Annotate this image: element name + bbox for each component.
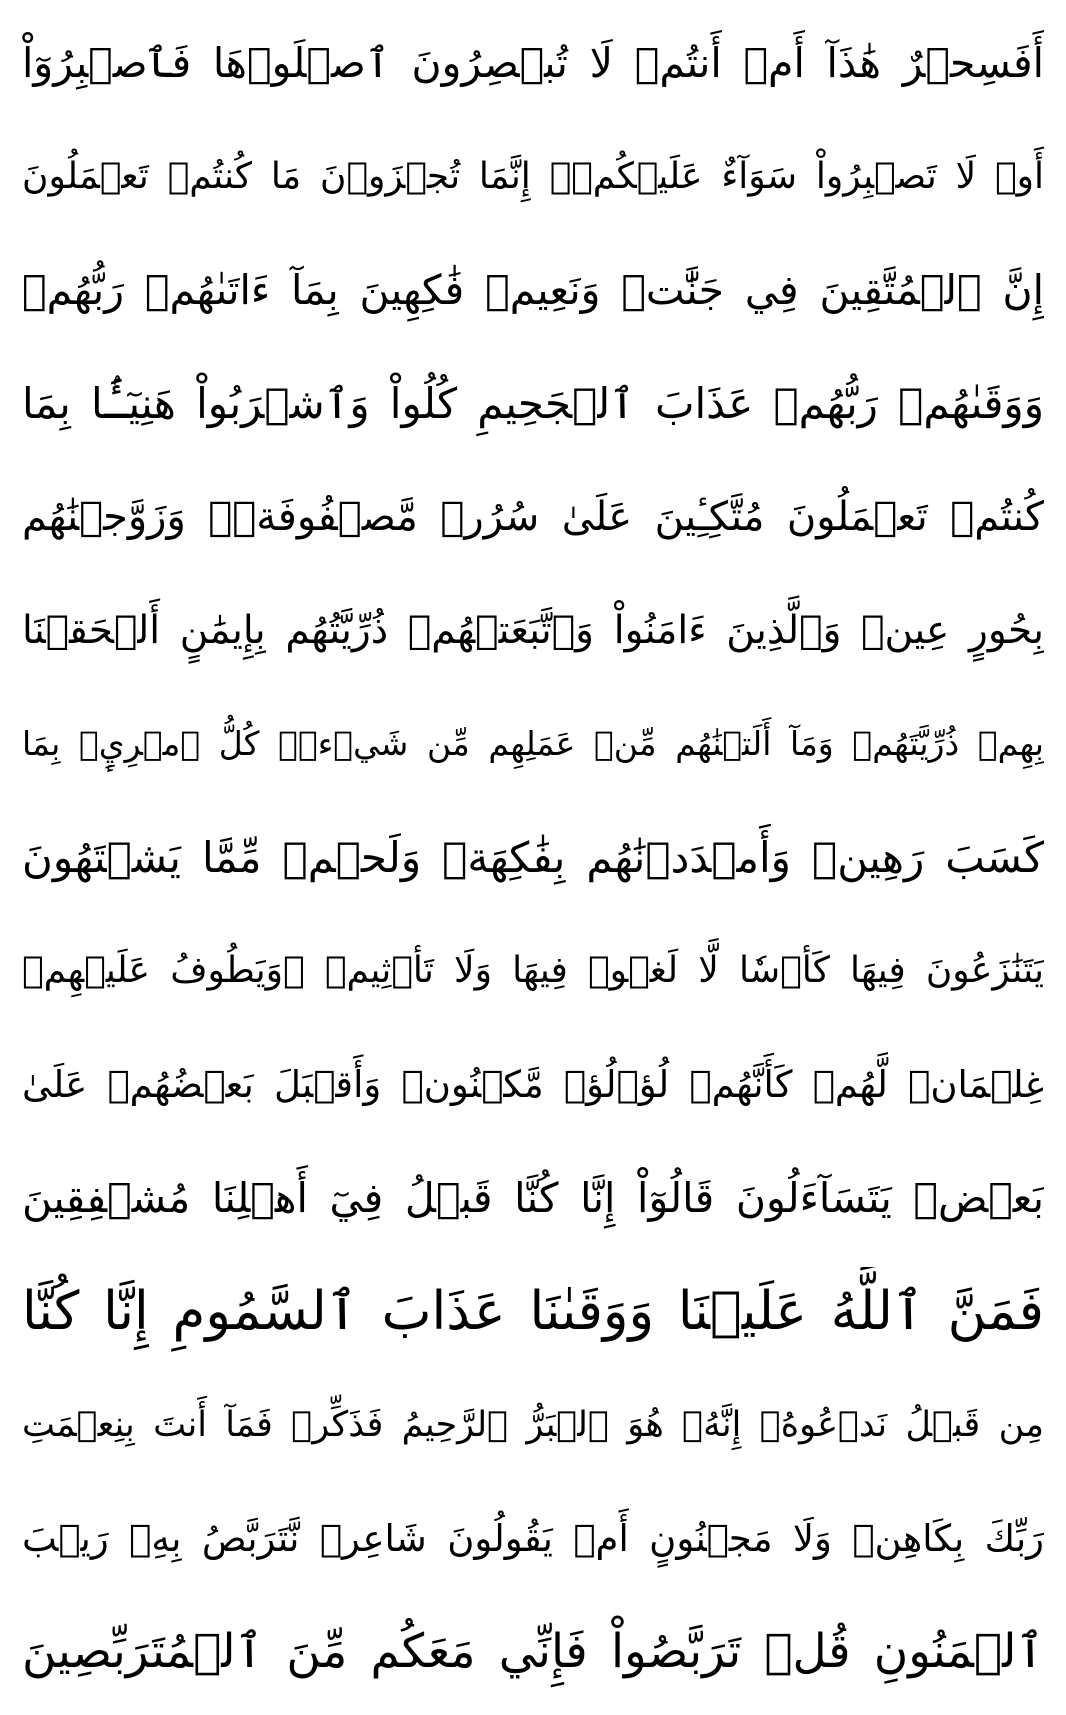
text-line-2: أَوۡ لَا تَصۡبِرُواْ سَوَآءٌ عَلَيۡكُمۡۖ إِنَّمَا تُجۡزَوۡنَ مَا كُنتُمۡ تَعۡمَلُونَ <box>22 155 1044 197</box>
text-line-11: بَعۡضٖ يَتَسَآءَلُونَ قَالُوٓاْ إِنَّا كُنَّا قَبۡلُ فِيٓ أَهۡلِنَا مُشۡفِقِينَ <box>22 1174 1044 1222</box>
text-line-10: غِلۡمَانٞ لَّهُمۡ كَأَنَّهُمۡ لُؤۡلُؤٞ مَّكۡنُونٞ وَأَقۡبَلَ بَعۡضُهُمۡ عَلَىٰ <box>22 1062 1044 1106</box>
text-line-13: مِن قَبۡلُ نَدۡعُوهُۖ إِنَّهُۥ هُوَ ٱلۡبَرُّ ٱلرَّحِيمُ فَذَكِّرۡ فَمَآ أَنتَ بِنِعۡمَتِ <box>22 1405 1044 1445</box>
text-line-12: فَمَنَّ ٱللَّهُ عَلَيۡنَا وَوَقَىٰنَا عَذَابَ ٱلسَّمُومِ إِنَّا كُنَّا <box>22 1280 1044 1342</box>
text-line-8: كَسَبَ رَهِينٞ وَأَمۡدَدۡنَٰهُم بِفَٰكِهَةٖ وَلَحۡمٖ مِّمَّا يَشۡتَهُونَ <box>22 832 1044 882</box>
text-line-5: كُنتُمۡ تَعۡمَلُونَ مُتَّكِـِٔينَ عَلَىٰ سُرُرٖ مَّصۡفُوفَةٖۖ وَزَوَّجۡنَٰهُم <box>22 494 1044 540</box>
text-line-1: أَفَسِحۡرٌ هَٰذَآ أَمۡ أَنتُمۡ لَا تُبۡصِرُونَ ٱصۡلَوۡهَا فَٱصۡبِرُوٓاْ <box>22 39 1044 87</box>
text-line-3: إِنَّ ٱلۡمُتَّقِينَ فِي جَنَّٰتٖ وَنَعِيمٖ فَٰكِهِينَ بِمَآ ءَاتَىٰهُمۡ رَبُّهُمۡ <box>22 266 1044 314</box>
text-line-15: ٱلۡمَنُونِ قُلۡ تَرَبَّصُواْ فَإِنِّي مَعَكُم مِّنَ ٱلۡمُتَرَبِّصِينَ <box>22 1624 1044 1679</box>
text-line-4: وَوَقَىٰهُمۡ رَبُّهُمۡ عَذَابَ ٱلۡجَحِيمِ كُلُواْ وَٱشۡرَبُواْ هَنِيٓـَٔۢا بِمَا <box>22 378 1044 428</box>
text-line-14: رَبِّكَ بِكَاهِنٖ وَلَا مَجۡنُونٍ أَمۡ يَقُولُونَ شَاعِرٞ نَّتَرَبَّصُ بِهِۦ رَيۡبَ <box>22 1516 1044 1560</box>
text-line-9: يَتَنَٰزَعُونَ فِيهَا كَأۡسٗا لَّا لَغۡوٞ فِيهَا وَلَا تَأۡثِيمٞ ۞وَيَطُوفُ عَلَيۡهِمۡ <box>22 950 1044 991</box>
text-line-7: بِهِمۡ ذُرِّيَّتَهُمۡ وَمَآ أَلَتۡنَٰهُم مِّنۡ عَمَلِهِم مِّن شَيۡءٖۚ كُلُّ ٱمۡرِيِٕۭ بِمَا <box>22 724 1044 763</box>
text-line-6: بِحُورٍ عِينٖ وَٱلَّذِينَ ءَامَنُواْ وَٱتَّبَعَتۡهُمۡ ذُرِّيَّتُهُم بِإِيمَٰنٍ أَلۡحَقۡنَا <box>22 607 1044 653</box>
